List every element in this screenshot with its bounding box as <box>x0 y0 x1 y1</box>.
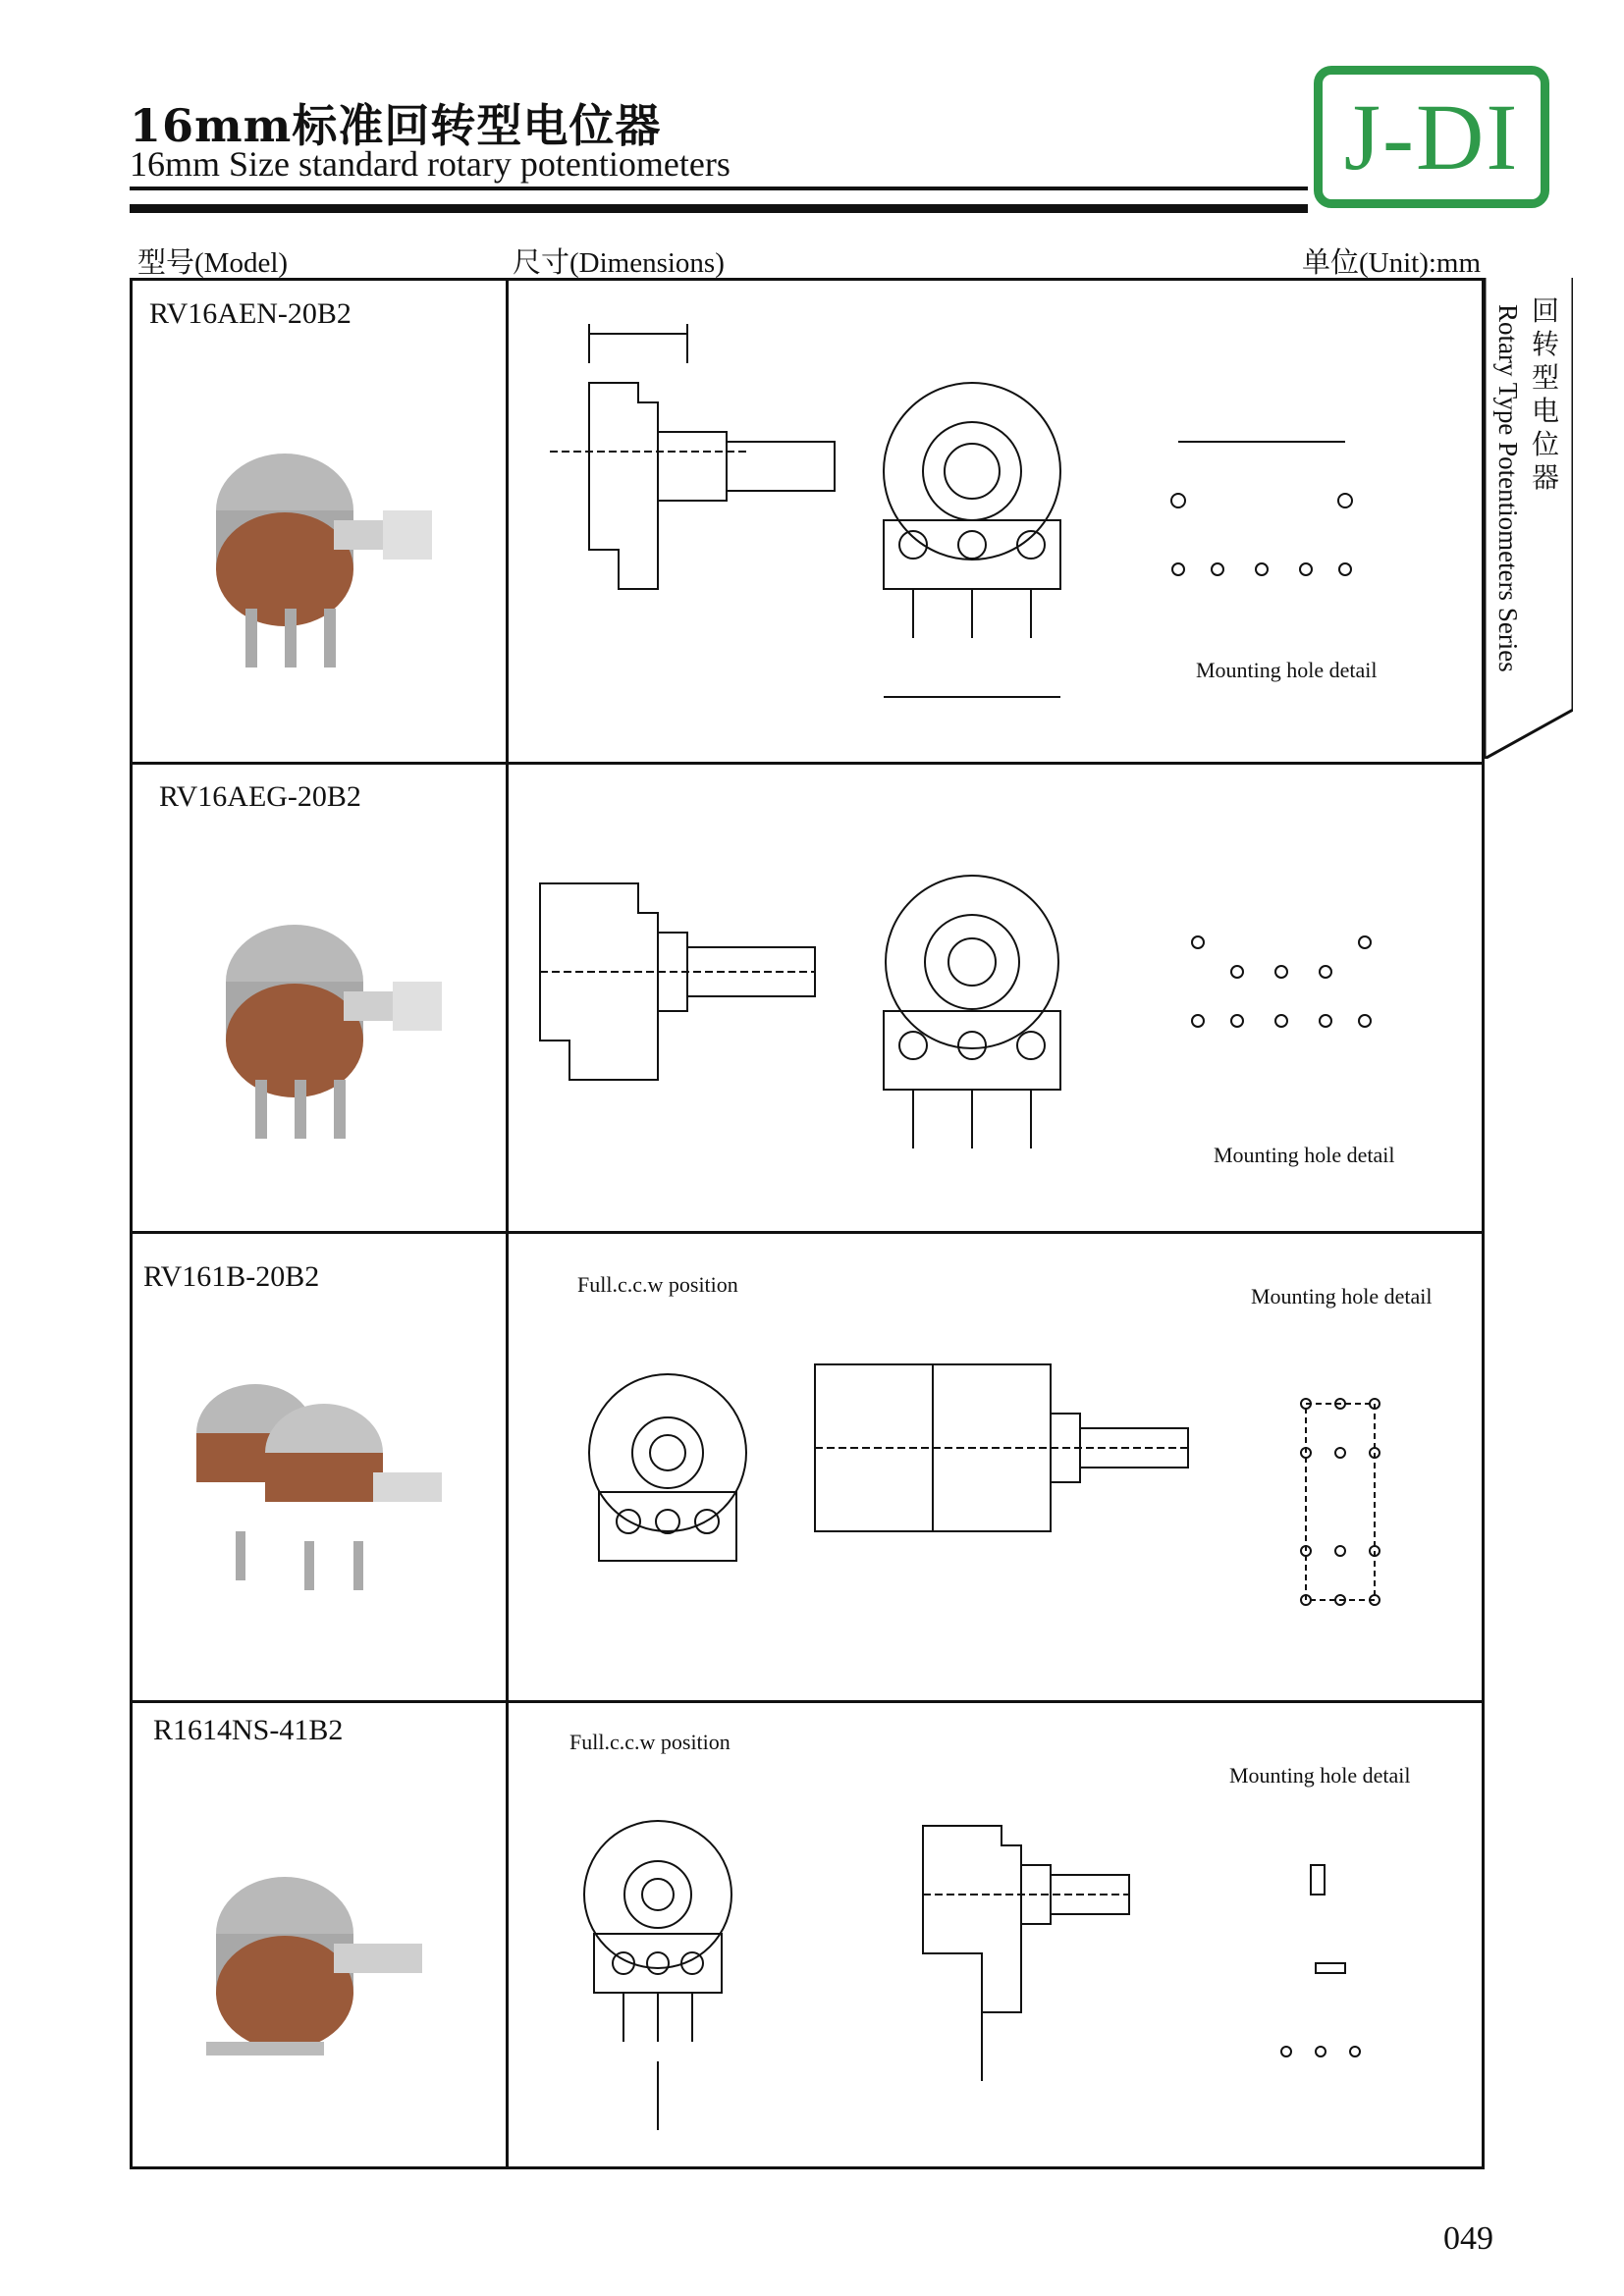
caption-position: Full.c.c.w position <box>569 1730 731 1754</box>
caption-position: Full.c.c.w position <box>577 1272 738 1297</box>
product-photo <box>196 883 471 1148</box>
model-name: R1614NS-41B2 <box>153 1714 344 1746</box>
side-label-cn: 回转型电位器 <box>1532 294 1560 494</box>
dimension-drawing <box>530 1325 1414 1639</box>
header-rule-thick <box>130 204 1308 213</box>
product-photo <box>187 412 461 677</box>
column-header-model: 型号(Model) <box>137 247 289 279</box>
model-name: RV16AEN-20B2 <box>149 297 352 330</box>
side-label-en: Rotary Type Potentiometers Series <box>1493 304 1523 672</box>
caption-mounting: Mounting hole detail <box>1229 1763 1411 1788</box>
row-divider <box>133 1700 1482 1703</box>
page-number: 049 <box>1443 2220 1493 2257</box>
column-divider <box>506 281 509 2166</box>
dimension-drawing <box>511 304 1414 717</box>
dimension-drawing <box>530 1777 1414 2150</box>
dimension-drawing <box>511 785 1414 1217</box>
header-rule-thin <box>130 187 1308 190</box>
caption-mounting: Mounting hole detail <box>1251 1284 1433 1308</box>
brand-logo <box>1314 66 1549 208</box>
page-title-en: 16mm Size standard rotary potentiometers <box>130 144 731 184</box>
model-name: RV16AEG-20B2 <box>159 780 361 813</box>
caption-mounting: Mounting hole detail <box>1196 658 1378 682</box>
page-title-cn: 16mm标准回转型电位器 <box>130 99 662 152</box>
logo-text: J-DI <box>1343 84 1520 189</box>
column-header-dimensions: 尺寸(Dimensions) <box>513 247 725 279</box>
caption-mounting: Mounting hole detail <box>1214 1143 1395 1167</box>
product-photo <box>177 1345 471 1610</box>
model-name: RV161B-20B2 <box>143 1260 320 1293</box>
row-divider <box>133 1231 1482 1234</box>
product-photo <box>187 1845 461 2101</box>
row-divider <box>133 762 1482 765</box>
column-header-unit: 单位(Unit):mm <box>1302 247 1482 279</box>
